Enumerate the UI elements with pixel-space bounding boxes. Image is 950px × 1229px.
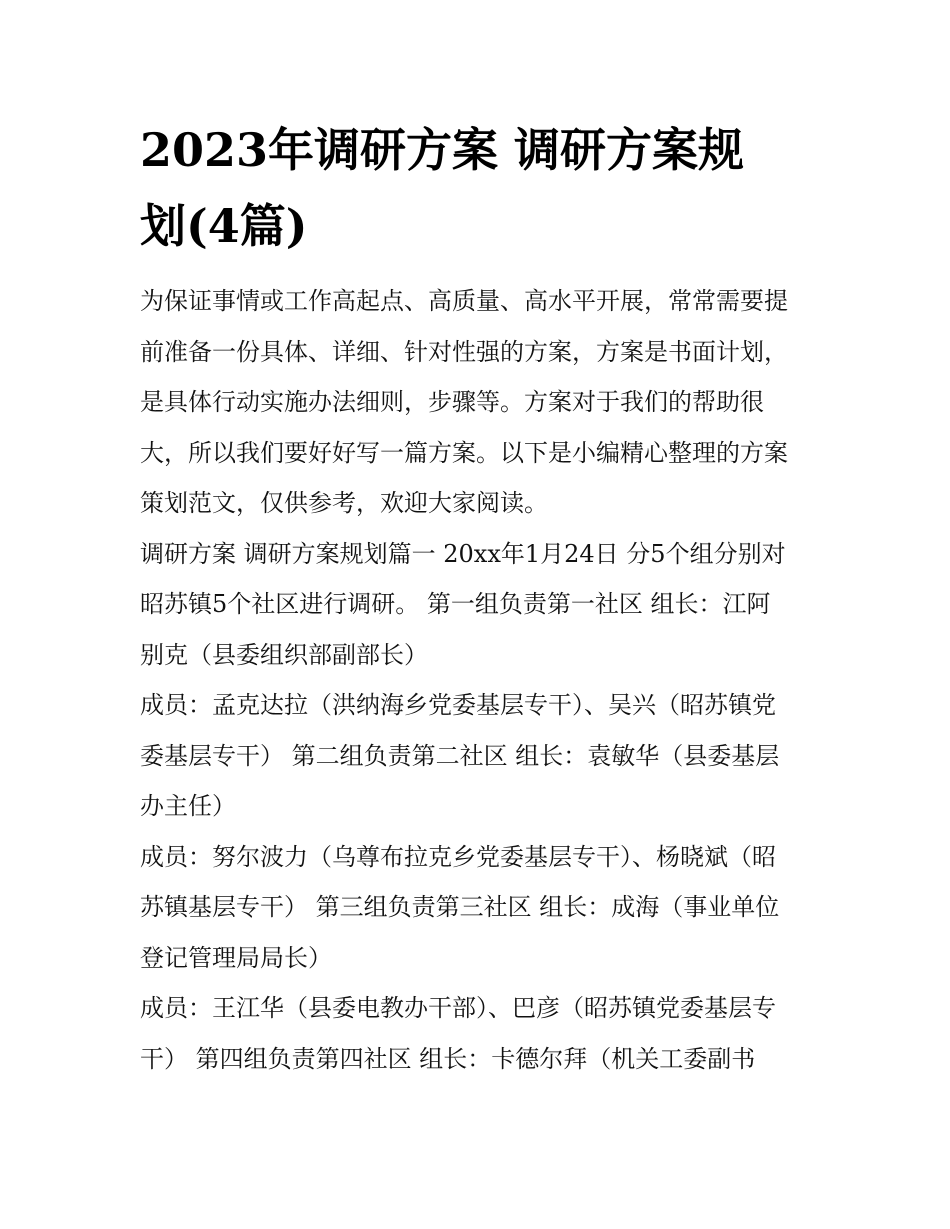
- plan-paragraph: [140, 529, 820, 681]
- title-line: 2023年调研方案 调研方案规: [140, 123, 745, 177]
- text-line: 苏镇基层专干） 第三组负责第三社区 组长：成海（事业单位: [140, 893, 780, 921]
- document-body: [140, 276, 820, 1084]
- text-line: 委基层专干） 第二组负责第二社区 组长：袁敏华（县委基层: [140, 741, 780, 770]
- title-line: 划(4篇): [140, 199, 308, 253]
- text-line: 成员：王江华（县委电教办干部）、巴彦（昭苏镇党委基层专: [140, 994, 776, 1022]
- text-line: 前准备一份具体、详细、针对性强的方案，方案是书面计划，: [140, 337, 788, 366]
- members-paragraph: [140, 832, 820, 984]
- text-line: 昭苏镇5个社区进行调研。 第一组负责第一社区 组长：江阿: [140, 590, 771, 618]
- text-line: 登记管理局局长）: [140, 943, 332, 972]
- text-line: 策划范文，仅供参考，欢迎大家阅读。: [140, 489, 548, 517]
- text-line: 是具体行动实施办法细则，步骤等。方案对于我们的帮助很: [140, 388, 764, 416]
- intro-paragraph: [140, 276, 820, 529]
- text-line: 别克（县委组织部副部长）: [140, 640, 428, 669]
- members-paragraph: [140, 983, 820, 1084]
- text-line: 成员：努尔波力（乌尊布拉克乡党委基层专干）、杨晓斌（昭: [140, 842, 776, 871]
- members-paragraph: [140, 680, 820, 832]
- document-title: [140, 112, 820, 264]
- text-line: 成员：孟克达拉（洪纳海乡党委基层专干）、吴兴（昭苏镇党: [140, 691, 776, 719]
- text-line: 办主任）: [140, 792, 236, 820]
- text-line: 干） 第四组负责第四社区 组长：卡德尔拜（机关工委副书: [140, 1044, 756, 1073]
- text-line: 调研方案 调研方案规划篇一 20xx年1月24日 分5个组分别对: [140, 539, 786, 568]
- text-line: 大，所以我们要好好写一篇方案。以下是小编精心整理的方案: [140, 438, 788, 467]
- text-line: 为保证事情或工作高起点、高质量、高水平开展，常常需要提: [140, 287, 788, 315]
